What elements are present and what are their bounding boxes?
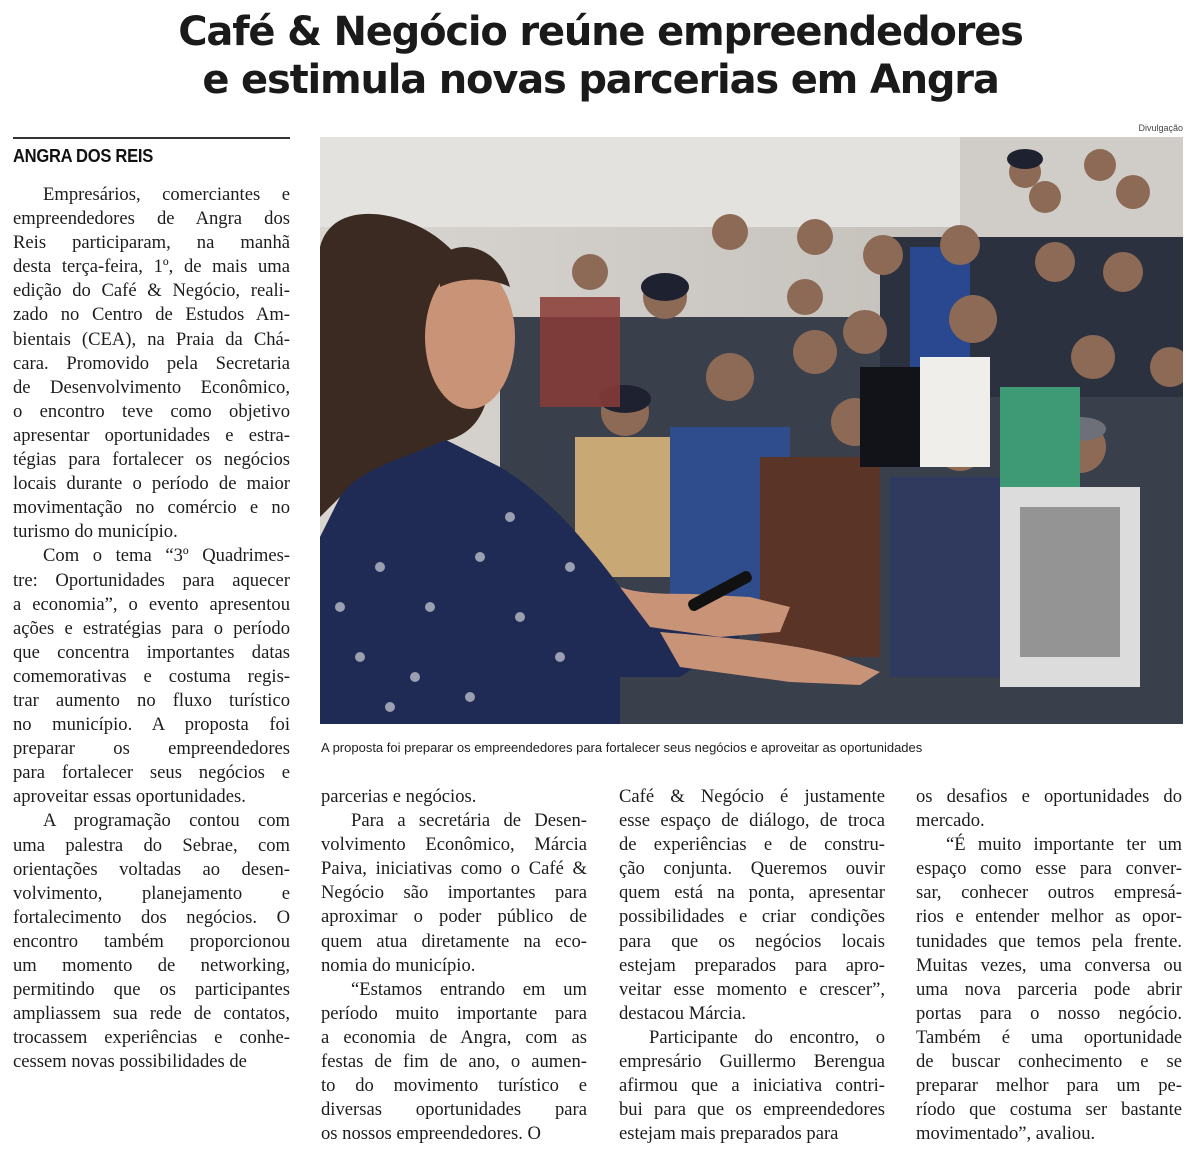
article-text-line: empresário Guillermo Berengua	[619, 1051, 885, 1073]
article-text-line: Reis participaram, na manhã	[13, 232, 290, 254]
article-text-line: um momento de networking,	[13, 955, 290, 976]
article-text-line: período muito importante para	[321, 1002, 587, 1024]
article-text-line: Muitas vezes, uma conversa ou	[916, 954, 1182, 976]
article-text-line: sar, conhecer outros empresá-	[916, 882, 1182, 904]
headline-line-1: Café & Negócio reúne empreendedores	[178, 9, 1023, 55]
article-text-line: encontro também proporcionou	[13, 930, 290, 952]
article-text-line: comemorativas e costuma regis-	[13, 665, 290, 687]
article-text-line: trocassem experiências e conhe-	[13, 1027, 290, 1049]
section-label: ANGRA DOS REIS	[13, 146, 153, 166]
article-text-line: Café & Negócio é justamente	[619, 786, 885, 807]
article-text-line: volvimento, planejamento e	[13, 882, 290, 904]
article-text-line: os nossos empreendedores. O	[321, 1123, 541, 1145]
article-text-line: estejam mais preparados para	[619, 1123, 839, 1145]
article-text-line: empreendedores de Angra dos	[13, 208, 290, 230]
article-text-line: ríodo que costuma ser bastante	[916, 1099, 1182, 1121]
article-text-line: estejam preparados para apro-	[619, 954, 885, 976]
article-text-line: destacou Márcia.	[619, 1002, 746, 1024]
article-text-line: volvimento Econômico, Márcia	[321, 834, 587, 856]
headline	[0, 8, 1201, 104]
article-text-line: uma palestra do Sebrae, com	[13, 834, 290, 856]
article-text-line: orientações voltadas ao desen-	[13, 858, 290, 880]
article-text-line: Para a secretária de Desen-	[351, 810, 587, 832]
article-text-line: Participante do encontro, o	[649, 1026, 885, 1048]
article-text-line: Negócio são importantes para	[321, 882, 587, 904]
article-column-4	[916, 785, 1182, 1146]
article-text-line: ampliassem sua rede de contatos,	[13, 1003, 290, 1025]
article-text-line: no município. A proposta foi	[13, 714, 290, 736]
article-text-line: Paiva, iniciativas como o Café &	[321, 858, 587, 880]
article-text-line: tunidades que temos pela frente.	[916, 930, 1182, 952]
article-text-line: bui para que os empreendedores	[619, 1099, 885, 1121]
article-text-line: portas para o nosso negócio.	[916, 1002, 1182, 1024]
article-text-line: locais durante o período de maior	[13, 473, 290, 495]
article-text-line: espaço como esse para conver-	[916, 858, 1182, 880]
article-text-line: para que os negócios locais	[619, 930, 885, 952]
article-text-line: quem atua diretamente na eco-	[321, 930, 587, 952]
article-text-line: movimentação no comércio e no	[13, 497, 290, 519]
article-text-line: preparar melhor para um pe-	[916, 1075, 1182, 1097]
article-text-line: que concentra importantes datas	[13, 641, 290, 663]
article-text-line: preparar os empreendedores	[13, 738, 290, 760]
article-text-line: aproveitar essas oportunidades.	[13, 786, 246, 808]
article-text-line: cessem novas possibilidades de	[13, 1051, 247, 1073]
article-text-line: cara. Promovido pela Secretaria	[13, 352, 290, 374]
article-column-1	[13, 183, 290, 1074]
article-text-line: de experiências e de constru-	[619, 834, 885, 856]
article-text-line: desta terça-feira, 1º, de mais uma	[13, 256, 290, 278]
photo-credit: Divulgação	[1138, 123, 1183, 133]
article-text-line: Também é uma oportunidade	[916, 1026, 1182, 1048]
headline-line-2: e estimula novas parcerias em Angra	[202, 57, 999, 103]
article-text-line: afirmou que a iniciativa contri-	[619, 1075, 885, 1097]
article-text-line: tégias para fortalecer os negócios	[13, 449, 290, 471]
article-text-line: trar aumento no fluxo turístico	[13, 689, 290, 711]
article-text-line: edição do Café & Negócio, reali-	[13, 280, 290, 302]
article-text-line: A programação contou com	[43, 810, 290, 832]
article-text-line: Empresários, comerciantes e	[43, 184, 290, 205]
article-text-line: apresentar oportunidades e estra-	[13, 424, 290, 446]
section-rule	[13, 137, 290, 139]
article-text-line: diversas oportunidades para	[321, 1099, 587, 1121]
article-text-line: a economia de Angra, com as	[321, 1026, 587, 1048]
article-text-line: aproximar o poder público de	[321, 906, 587, 928]
article-text-line: “É muito importante ter um	[946, 834, 1182, 856]
article-text-line: bientais (CEA), na Praia da Chá-	[13, 328, 290, 350]
article-text-line: para fortalecer seus negócios e	[13, 762, 290, 784]
photo-caption: A proposta foi preparar os empreendedores para fortalecer seus negócios e aproveitar as oportunidades	[321, 740, 923, 755]
article-text-line: nomia do município.	[321, 954, 476, 976]
article-text-line: festas de fim de ano, o aumen-	[321, 1051, 587, 1073]
article-text-line: esse espaço de diálogo, de troca	[619, 810, 885, 832]
article-text-line: turismo do município.	[13, 521, 178, 543]
article-text-line: fortalecimento dos negócios. O	[13, 906, 290, 928]
article-text-line: Com o tema “3º Quadrimes-	[43, 545, 290, 567]
article-text-line: de buscar conhecimento e se	[916, 1051, 1182, 1073]
article-text-line: a economia”, o evento apresentou	[13, 593, 290, 615]
article-text-line: “Estamos entrando em um	[351, 978, 587, 1000]
article-column-3	[619, 785, 885, 1146]
article-column-2	[321, 785, 587, 1146]
article-text-line: possibilidades e criar condições	[619, 906, 885, 928]
article-text-line: movimentado”, avaliou.	[916, 1123, 1096, 1145]
article-photo	[320, 137, 1183, 724]
article-text-line: permitindo que os participantes	[13, 979, 290, 1001]
article-text-line: de Desenvolvimento Econômico,	[13, 376, 290, 398]
article-text-line: ção conjunta. Queremos ouvir	[619, 858, 885, 880]
article-text-line: mercado.	[916, 810, 985, 832]
article-text-line: parcerias e negócios.	[321, 786, 477, 807]
article-text-line: quem está na ponta, apresentar	[619, 882, 885, 904]
article-text-line: o encontro teve como objetivo	[13, 400, 290, 422]
article-text-line: tre: Oportunidades para aquecer	[13, 569, 290, 591]
article-text-line: to do movimento turístico e	[321, 1075, 587, 1097]
article-text-line: zado no Centro de Estudos Am-	[13, 304, 290, 326]
article-text-line: ações e estratégias para o período	[13, 617, 290, 639]
article-text-line: veitar esse momento e crescer”,	[619, 978, 885, 1000]
article-text-line: uma nova parceria pode abrir	[916, 978, 1182, 1000]
article-text-line: os desafios e oportunidades do	[916, 786, 1182, 807]
article-text-line: rios e entender melhor as opor-	[916, 906, 1182, 928]
